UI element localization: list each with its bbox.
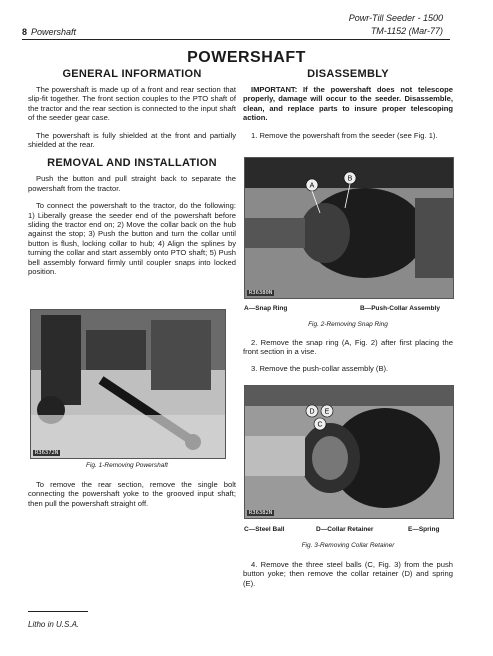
step-1: 1. Remove the powershaft from the seeder (see Fig. 1). [251, 130, 438, 140]
removal-paragraph-3: To remove the rear section, remove the single bolt connecting the powershaft yoke to the grooved input shaft; then pull the powershaft straight off. [28, 480, 236, 508]
figure-1-tag: R36372N [35, 450, 59, 456]
callout-d: D [309, 408, 315, 416]
figure-3-illustration [245, 386, 453, 518]
footer-rule [28, 611, 88, 612]
footer-litho: Litho in U.S.A. [28, 620, 80, 629]
step-3: 3. Remove the push-collar assembly (B). [251, 364, 389, 373]
figure-3-photo [244, 385, 454, 519]
header-rule [22, 39, 450, 40]
left-column [28, 68, 236, 285]
callout-a: A [309, 182, 315, 190]
figure-2-caption: Fig. 2-Removing Snap Ring [308, 321, 388, 328]
figure-3-tag: R36382N [249, 510, 273, 516]
callout-c: C [317, 421, 323, 429]
manual-code: TM-1152 (Mar-77) [370, 26, 443, 36]
general-paragraph-2: The powershaft is fully shielded at the front and partially shielded at the rear. [28, 130, 236, 150]
callout-b: B [347, 175, 353, 183]
right-column [243, 68, 453, 148]
removal-paragraph-1: Push the button and pull straight back to separate the powershaft from the tractor. [28, 174, 236, 193]
running-header [22, 27, 76, 37]
figure-3-label-e: E—Spring [408, 526, 440, 533]
general-paragraph-1: The powershaft is made up of a front and rear section that slip-fit together. The front section couples to the PTO shaft of the tractor and the rear section is connected to the input shaft of the seeder gear case. [28, 85, 236, 123]
figure-3-caption: Fig. 3-Removing Collar Retainer [301, 542, 395, 549]
general-heading: GENERAL INFORMATION [62, 68, 202, 80]
step-4: 4. Remove the three steel balls (C, Fig. 3) from the push button yoke; then remove the collar retainer (D) and spring (E). [243, 560, 453, 588]
figure-2-tag: R36380N [249, 290, 273, 296]
section-name: Powershaft [31, 27, 77, 37]
removal-heading: REMOVAL AND INSTALLATION [47, 157, 217, 170]
figure-2-label-b: B—Push-Collar Assembly [360, 305, 440, 312]
figure-2-illustration [245, 158, 453, 298]
figure-3-label-d: D—Collar Retainer [316, 526, 374, 533]
figure-1-illustration [31, 310, 225, 458]
important-note: IMPORTANT: If the powershaft does not telescope properly, damage will occur to the seeder. Disassemble, clean, and replace parts to insure proper telescoping action. [243, 85, 453, 123]
product-title: Powr-Till Seeder - 1500 [348, 13, 443, 23]
page-title: POWERSHAFT [187, 49, 306, 66]
disassembly-heading: DISASSEMBLY [307, 68, 389, 80]
figure-1-photo [30, 309, 226, 459]
step-2: 2. Remove the snap ring (A, Fig. 2) after first placing the front section in a vise. [243, 338, 453, 357]
removal-paragraph-2: To connect the powershaft to the tractor, do the following: 1) Liberally grease the seeder end of the powershaft before sliding the tractor end on; 2) Move the collar back on the hub against the stop; 3) Push the button and turn the collar until button is flush, locking collar to hub; 4) Align the splines by turning the collar and start assembly onto PTO shaft; 5) Push bell assembly forward firmly until coupler snaps into locked position. [28, 201, 236, 277]
page-number: 8 [22, 27, 28, 37]
figure-1-caption: Fig. 1-Removing Powershaft [85, 462, 168, 469]
callout-e: E [324, 408, 330, 416]
figure-3-label-c: C—Steel Ball [244, 526, 285, 533]
figure-2-photo [244, 157, 454, 299]
figure-2-label-a: A—Snap Ring [244, 305, 288, 312]
